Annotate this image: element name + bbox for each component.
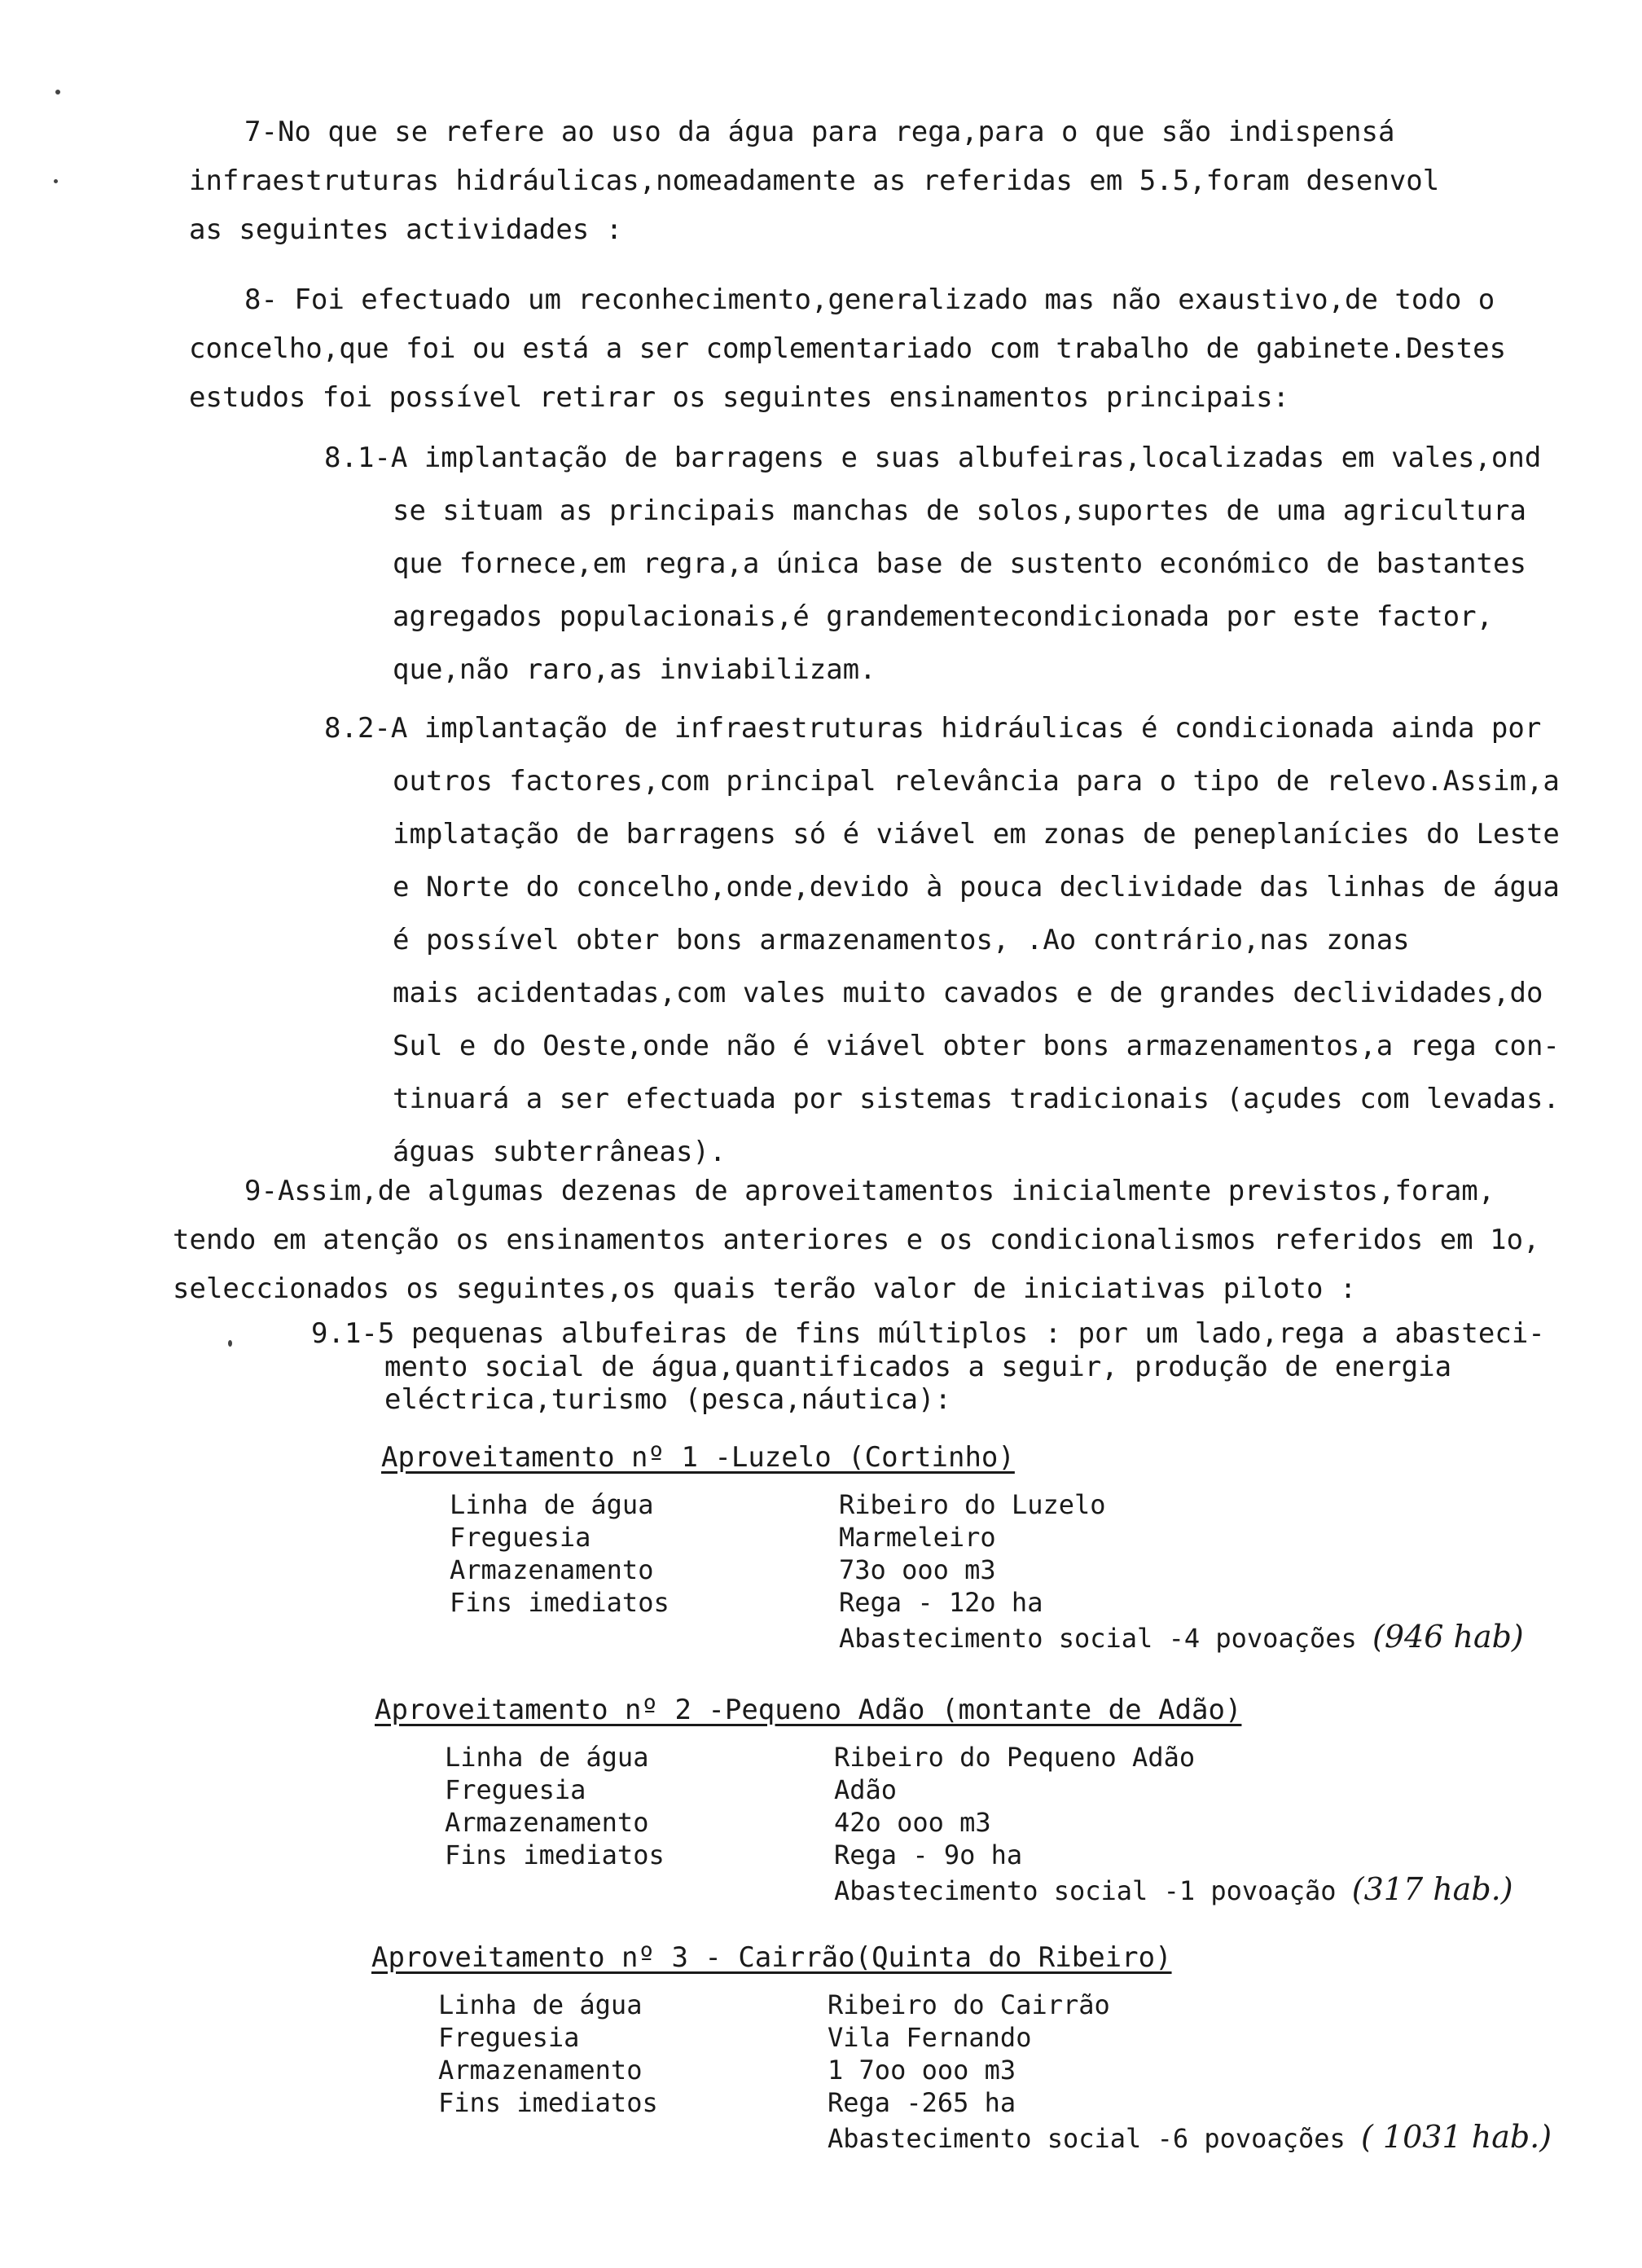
item-8-1-line: se situam as principais manchas de solos,suportes de uma agricultura bbox=[393, 494, 1526, 527]
item-9-1-line: eléctrica,turismo (pesca,náutica): bbox=[384, 1383, 951, 1416]
paragraph-8 bbox=[244, 275, 1495, 324]
detail-label: Armazenamento bbox=[438, 2055, 643, 2086]
detail-label: Armazenamento bbox=[445, 1807, 649, 1838]
handwritten-note: (317 hab.) bbox=[1351, 1871, 1513, 1907]
item-8-2-line: águas subterrâneas). bbox=[393, 1136, 727, 1168]
item-8-1-line: que fornece,em regra,a única base de sustento económico de bastantes bbox=[393, 547, 1526, 580]
scan-speck bbox=[55, 90, 60, 94]
item-8-1-line: agregados populacionais,é grandementecondicionada por este factor, bbox=[393, 600, 1494, 633]
item-8-1 bbox=[324, 432, 1541, 485]
aproveitamento-title: Aproveitamento nº 3 - Cairrão(Quinta do Ribeiro) bbox=[371, 1941, 1172, 1974]
item-9-1-line: 9.1-5 pequenas albufeiras de fins múltiplos : por um lado,rega a abasteci- bbox=[311, 1317, 1545, 1350]
item-9-1 bbox=[311, 1316, 1545, 1351]
paragraph-9-line: 9-Assim,de algumas dezenas de aproveitamentos inicialmente previstos,foram, bbox=[244, 1175, 1495, 1207]
item-8-2 bbox=[324, 702, 1541, 755]
detail-row bbox=[828, 2120, 1552, 2156]
detail-value: Rega -265 ha bbox=[828, 2087, 1016, 2118]
detail-value: Vila Fernando bbox=[828, 2022, 1032, 2053]
item-8-2-line: e Norte do concelho,onde,devido à pouca declividade das linhas de água bbox=[393, 871, 1560, 903]
paragraph-9-line: seleccionados os seguintes,os quais terão valor de iniciativas piloto : bbox=[173, 1272, 1357, 1305]
aproveitamento-title: Aproveitamento nº 2 -Pequeno Adão (montante de Adão) bbox=[375, 1694, 1242, 1726]
detail-value: Abastecimento social -6 povoações bbox=[828, 2123, 1346, 2154]
item-8-2-line: implatação de barragens só é viável em zonas de peneplanícies do Leste bbox=[393, 818, 1560, 850]
detail-value: Rega - 9o ha bbox=[834, 1839, 1023, 1870]
item-8-2-line: é possível obter bons armazenamentos, .Ao contrário,nas zonas bbox=[393, 924, 1410, 956]
item-8-1-line: que,não raro,as inviabilizam. bbox=[393, 653, 876, 686]
paragraph-9 bbox=[244, 1167, 1495, 1215]
item-8-2-line: outros factores,com principal relevância para o tipo de relevo.Assim,a bbox=[393, 765, 1560, 798]
paragraph-7-line: as seguintes actividades : bbox=[189, 213, 623, 246]
item-9-1-line: mento social de água,quantificados a seguir, produção de energia bbox=[384, 1351, 1452, 1383]
item-8-1-cont bbox=[393, 485, 1526, 697]
detail-value: Rega - 12o ha bbox=[839, 1587, 1043, 1618]
detail-value: Ribeiro do Cairrão bbox=[828, 1989, 1110, 2020]
paragraph-8-line: 8- Foi efectuado um reconhecimento,generalizado mas não exaustivo,de todo o bbox=[244, 284, 1495, 316]
detail-label: Fins imediatos bbox=[450, 1587, 670, 1618]
detail-label: Fins imediatos bbox=[438, 2087, 658, 2118]
scan-speck bbox=[54, 179, 58, 183]
paragraph-9-line: tendo em atenção os ensinamentos anteriores e os condicionalismos referidos em 1o, bbox=[173, 1224, 1540, 1256]
item-8-2-line: mais acidentadas,com vales muito cavados e de grandes declividades,do bbox=[393, 977, 1543, 1009]
paragraph-7-line: infraestruturas hidráulicas,nomeadamente as referidas em 5.5,foram desenvol bbox=[189, 165, 1440, 197]
detail-label: Armazenamento bbox=[450, 1554, 654, 1585]
detail-label: Fins imediatos bbox=[445, 1839, 665, 1870]
aproveitamento-1 bbox=[381, 1439, 1015, 1476]
aproveitamento-3 bbox=[371, 1939, 1172, 1976]
detail-value: Ribeiro do Luzelo bbox=[839, 1489, 1106, 1520]
paragraph-7-line: 7-No que se refere ao uso da água para rega,para o que são indispensá bbox=[244, 116, 1395, 148]
detail-label: Linha de água bbox=[438, 1989, 643, 2020]
item-8-2-cont bbox=[393, 755, 1560, 1179]
paragraph-7 bbox=[244, 108, 1394, 156]
paragraph-8-cont bbox=[189, 324, 1506, 422]
detail-label: Freguesia bbox=[438, 2022, 580, 2053]
scan-speck bbox=[228, 1340, 232, 1347]
paragraph-7-cont bbox=[189, 156, 1439, 254]
detail-value: Abastecimento social -1 povoação bbox=[834, 1875, 1337, 1906]
paragraph-8-line: estudos foi possível retirar os seguintes ensinamentos principais: bbox=[189, 381, 1290, 414]
item-9-1-cont bbox=[384, 1351, 1451, 1416]
item-8-2-line: Sul e do Oeste,onde não é viável obter bons armazenamentos,a rega con- bbox=[393, 1030, 1560, 1062]
item-8-2-line: tinuará a ser efectuada por sistemas tradicionais (açudes com levadas. bbox=[393, 1083, 1560, 1115]
detail-value: 73o ooo m3 bbox=[839, 1554, 996, 1585]
paragraph-9-cont bbox=[173, 1215, 1540, 1313]
paragraph-8-line: concelho,que foi ou está a ser complementariado com trabalho de gabinete.Destes bbox=[189, 332, 1507, 365]
detail-value: 42o ooo m3 bbox=[834, 1807, 991, 1838]
detail-value: Adão bbox=[834, 1774, 898, 1805]
aproveitamento-2 bbox=[375, 1691, 1241, 1729]
detail-value: Marmeleiro bbox=[839, 1522, 996, 1553]
detail-row bbox=[839, 1620, 1524, 1655]
detail-label: Freguesia bbox=[445, 1774, 586, 1805]
detail-value: Ribeiro do Pequeno Adão bbox=[834, 1742, 1196, 1773]
detail-value: 1 7oo ooo m3 bbox=[828, 2055, 1016, 2086]
handwritten-note: (946 hab) bbox=[1372, 1619, 1524, 1655]
detail-label: Linha de água bbox=[450, 1489, 654, 1520]
detail-value: Abastecimento social -4 povoações bbox=[839, 1623, 1357, 1654]
detail-label: Linha de água bbox=[445, 1742, 649, 1773]
handwritten-note: ( 1031 hab.) bbox=[1361, 2119, 1552, 2155]
detail-label: Freguesia bbox=[450, 1522, 591, 1553]
aproveitamento-title: Aproveitamento nº 1 -Luzelo (Cortinho) bbox=[381, 1441, 1015, 1474]
detail-row bbox=[834, 1872, 1513, 1908]
item-8-2-line: 8.2-A implantação de infraestruturas hidráulicas é condicionada ainda por bbox=[324, 712, 1542, 745]
item-8-1-line: 8.1-A implantação de barragens e suas albufeiras,localizadas em vales,ond bbox=[324, 442, 1542, 474]
